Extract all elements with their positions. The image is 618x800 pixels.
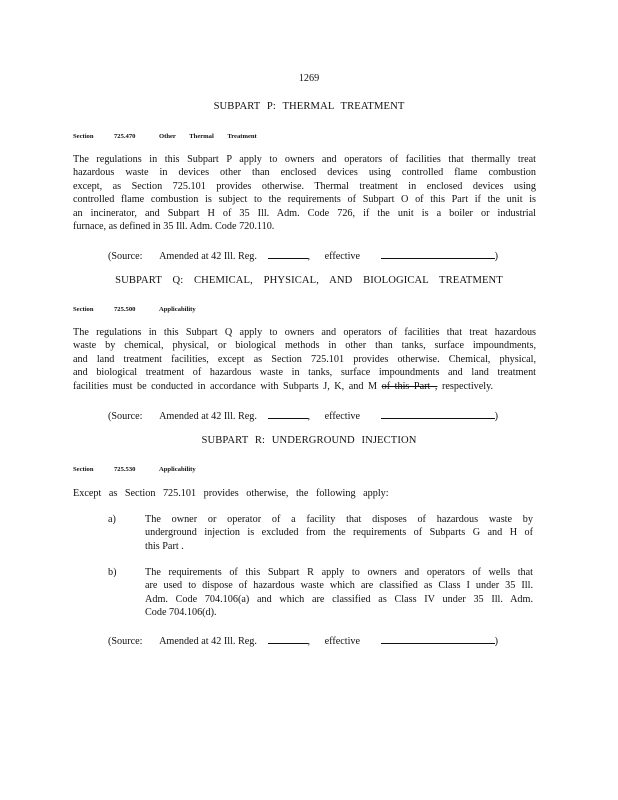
section-725-530-heading (73, 463, 373, 473)
item-a-body (145, 513, 533, 553)
paragraph-line: waste by chemical, physical, or biological methods in other than tanks, surface impoundments, (73, 340, 536, 352)
section-label: Section (73, 133, 94, 140)
effective-blank (381, 248, 495, 259)
section-title: Other Thermal Treatment (159, 133, 257, 140)
paragraph-line: controlled flame combustion is subject to the requirements of Subpart O of this Part if the unit is (73, 194, 536, 206)
subpart-q-source-note: (Source: Amended at 42 Ill. Reg. , effective ) (108, 408, 498, 423)
section-label: Section (73, 306, 94, 313)
source-effective: effective (324, 251, 361, 262)
struck-text: of this Part , (381, 380, 438, 392)
subpart-p-heading: SUBPART P: THERMAL TREATMENT (213, 101, 405, 112)
subpart-r-intro: Except as Section 725.101 provides otherwise, the following apply: (73, 488, 389, 499)
paragraph-line: except, as Section 725.101 provides otherwise. Thermal treatment in enclosed devices using (73, 180, 536, 192)
item-a-label: a) (108, 514, 116, 525)
paragraph-line: an incinerator, and Subpart H of 35 Ill. Adm. Code 726, if the unit is a boiler or industrial (73, 207, 536, 219)
subpart-r-heading: SUBPART R: UNDERGROUND INJECTION (201, 435, 417, 446)
item-b-label: b) (108, 567, 117, 578)
paragraph-line: The regulations in this Subpart Q apply to owners and operators of facilities that treat hazardous (73, 327, 536, 338)
source-open: (Source: (108, 251, 143, 262)
subpart-q-heading: SUBPART Q: CHEMICAL, PHYSICAL, AND BIOLOGICAL TREATMENT (115, 275, 503, 286)
source-amended: Amended at 42 Ill. Reg. (159, 636, 257, 647)
effective-blank (381, 408, 495, 419)
section-number: 725.500 (114, 306, 136, 313)
source-effective: effective (324, 636, 361, 647)
paragraph-line: hazardous waste in devices other than enclosed devices using controlled flame combustion (73, 167, 536, 179)
item-line: Adm. Code 704.106(a) and which are classified as Class IV under 35 Ill. Adm. (145, 593, 533, 605)
subpart-r-source-note: (Source: Amended at 42 Ill. Reg. , effective ) (108, 633, 498, 648)
item-line: this Part . (145, 540, 184, 552)
last-line-end: respectively. (441, 380, 494, 392)
subpart-p-source-note: (Source: Amended at 42 Ill. Reg. , effective ) (108, 248, 498, 263)
paragraph-line: and biological treatment of hazardous waste in tanks, surface impoundments and land treatment (73, 367, 536, 379)
section-title: Applicability (159, 466, 196, 473)
subpart-p-paragraph (73, 153, 536, 233)
source-close: ) (494, 251, 498, 262)
source-open: (Source: (108, 636, 143, 647)
effective-blank (381, 633, 495, 644)
section-number: 725.470 (114, 133, 136, 140)
item-line: The owner or operator of a facility that disposes of hazardous waste by (145, 514, 533, 525)
reg-blank (268, 408, 308, 419)
paragraph-line: furnace, as defined in 35 Ill. Adm. Code 720.110. (73, 221, 275, 233)
reg-blank (268, 248, 308, 259)
item-line: underground injection is excluded from the requirements of Subparts G and H of (145, 527, 533, 539)
source-amended: Amended at 42 Ill. Reg. (159, 411, 257, 422)
source-amended: Amended at 42 Ill. Reg. (159, 251, 257, 262)
reg-blank (268, 633, 308, 644)
paragraph-line: and land treatment facilities, except as Section 725.101 provides otherwise. Chemical, physical, (73, 353, 536, 365)
source-effective: effective (324, 411, 361, 422)
item-line: The requirements of this Subpart R apply to owners and operators of wells that (145, 567, 533, 578)
item-line: Code 704.106(d). (145, 607, 217, 619)
section-title: Applicability (159, 306, 196, 313)
source-open: (Source: (108, 411, 143, 422)
section-label: Section (73, 466, 94, 473)
item-b-body (145, 566, 533, 620)
item-line: are used to dispose of hazardous waste which are classified as Class I under 35 Ill. (145, 580, 533, 592)
paragraph-line (73, 380, 536, 393)
source-close: ) (494, 411, 498, 422)
last-line-text: facilities must be conducted in accordance with Subparts J, K, and M (73, 380, 378, 392)
section-725-500-heading (73, 303, 373, 313)
paragraph-line: The regulations in this Subpart P apply to owners and operators of facilities that thermally treat (73, 154, 536, 165)
page-number: 1269 (298, 73, 320, 84)
section-725-470-heading (73, 130, 373, 140)
section-number: 725.530 (114, 466, 136, 473)
source-close: ) (494, 636, 498, 647)
subpart-q-paragraph (73, 326, 536, 393)
